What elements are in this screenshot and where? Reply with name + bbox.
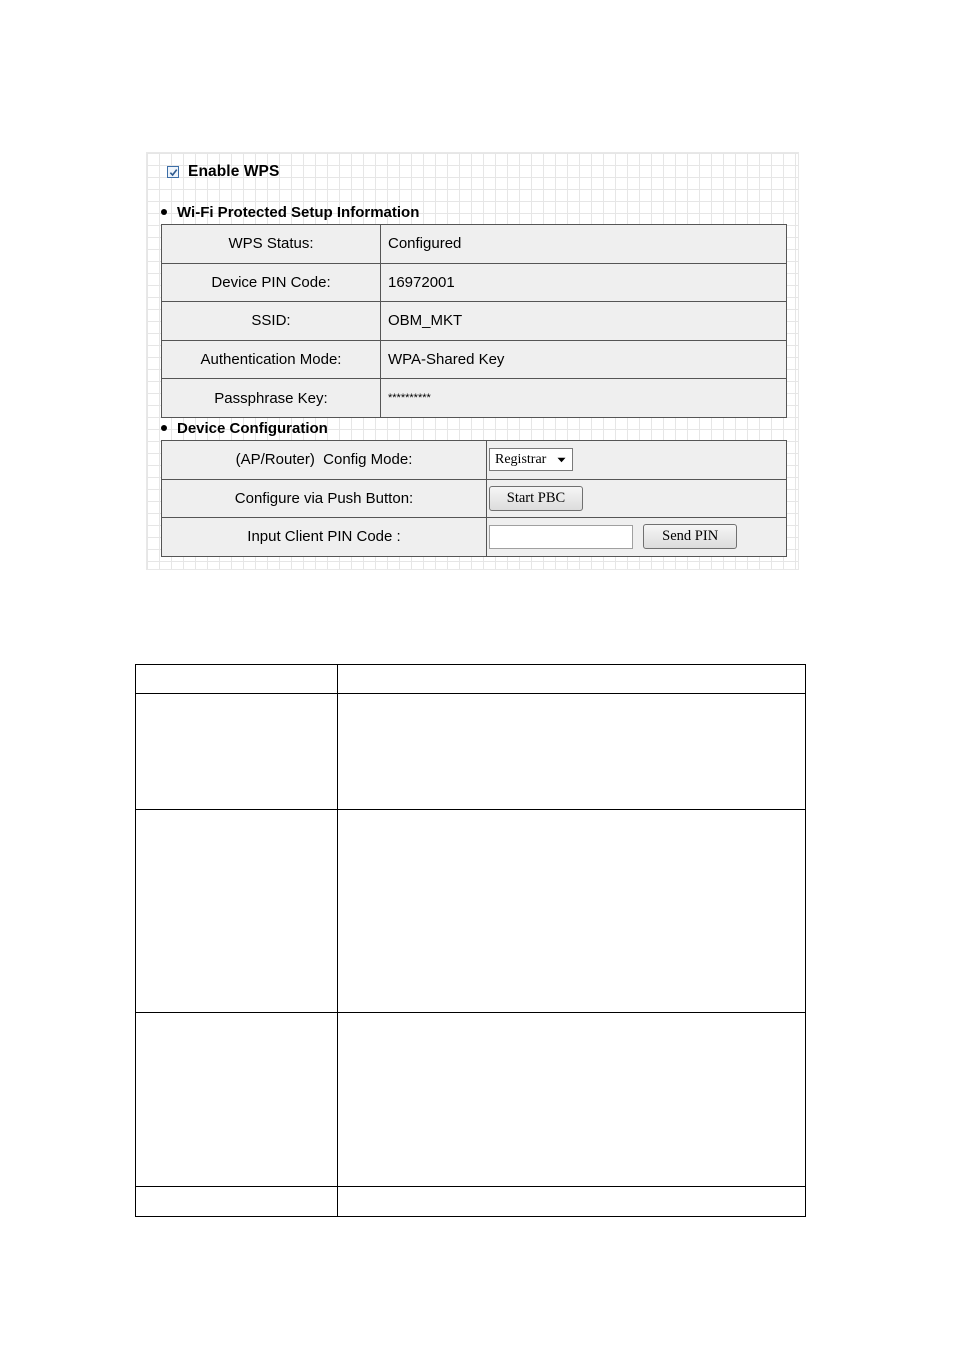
table-cell	[338, 665, 806, 694]
auth-mode-label: Authentication Mode:	[162, 340, 381, 379]
start-pbc-button[interactable]: Start PBC	[489, 486, 583, 511]
table-cell	[136, 694, 338, 810]
wps-info-table	[161, 224, 787, 418]
passphrase-label: Passphrase Key:	[162, 379, 381, 418]
wps-info-heading	[161, 203, 419, 221]
table-cell	[338, 1013, 806, 1187]
send-pin-button[interactable]: Send PIN	[643, 524, 737, 549]
table-row	[162, 225, 787, 264]
description-table	[135, 664, 806, 1217]
table-row	[136, 665, 806, 694]
config-mode-selected: Registrar	[495, 451, 547, 467]
wps-settings-panel	[146, 152, 799, 570]
enable-wps-checkbox[interactable]	[167, 166, 179, 178]
device-config-table	[161, 440, 787, 557]
table-cell	[136, 665, 338, 694]
push-button-cell	[487, 479, 787, 518]
wps-info-heading-text: Wi-Fi Protected Setup Information	[177, 203, 420, 221]
config-mode-cell	[487, 441, 787, 480]
table-cell	[338, 694, 806, 810]
table-row	[162, 302, 787, 341]
wps-status-label: WPS Status:	[162, 225, 381, 264]
table-row	[162, 441, 787, 480]
device-pin-value: 16972001	[381, 263, 787, 302]
table-row	[162, 379, 787, 418]
bullet-icon	[161, 425, 167, 431]
device-pin-label: Device PIN Code:	[162, 263, 381, 302]
config-mode-select[interactable]	[489, 448, 573, 471]
passphrase-value: **********	[381, 379, 787, 418]
ssid-label: SSID:	[162, 302, 381, 341]
client-pin-cell	[487, 518, 787, 557]
table-cell	[338, 1187, 806, 1217]
table-cell	[136, 810, 338, 1013]
device-config-heading-text: Device Configuration	[177, 419, 328, 437]
chevron-down-icon	[557, 457, 566, 463]
enable-wps-row	[167, 163, 279, 181]
config-mode-label: (AP/Router) Config Mode:	[162, 441, 487, 480]
bullet-icon	[161, 209, 167, 215]
table-row	[162, 263, 787, 302]
table-row	[162, 340, 787, 379]
table-cell	[338, 810, 806, 1013]
client-pin-label: Input Client PIN Code :	[162, 518, 487, 557]
table-row	[162, 518, 787, 557]
auth-mode-value: WPA-Shared Key	[381, 340, 787, 379]
table-row	[136, 1013, 806, 1187]
table-row	[136, 1187, 806, 1217]
device-config-heading	[161, 419, 328, 437]
table-cell	[136, 1187, 338, 1217]
table-row	[136, 810, 806, 1013]
push-button-label: Configure via Push Button:	[162, 479, 487, 518]
wps-status-value: Configured	[381, 225, 787, 264]
table-row	[136, 694, 806, 810]
ssid-value: OBM_MKT	[381, 302, 787, 341]
client-pin-input[interactable]	[489, 525, 633, 549]
enable-wps-label: Enable WPS	[188, 163, 280, 180]
table-cell	[136, 1013, 338, 1187]
table-row	[162, 479, 787, 518]
check-icon	[169, 168, 178, 177]
